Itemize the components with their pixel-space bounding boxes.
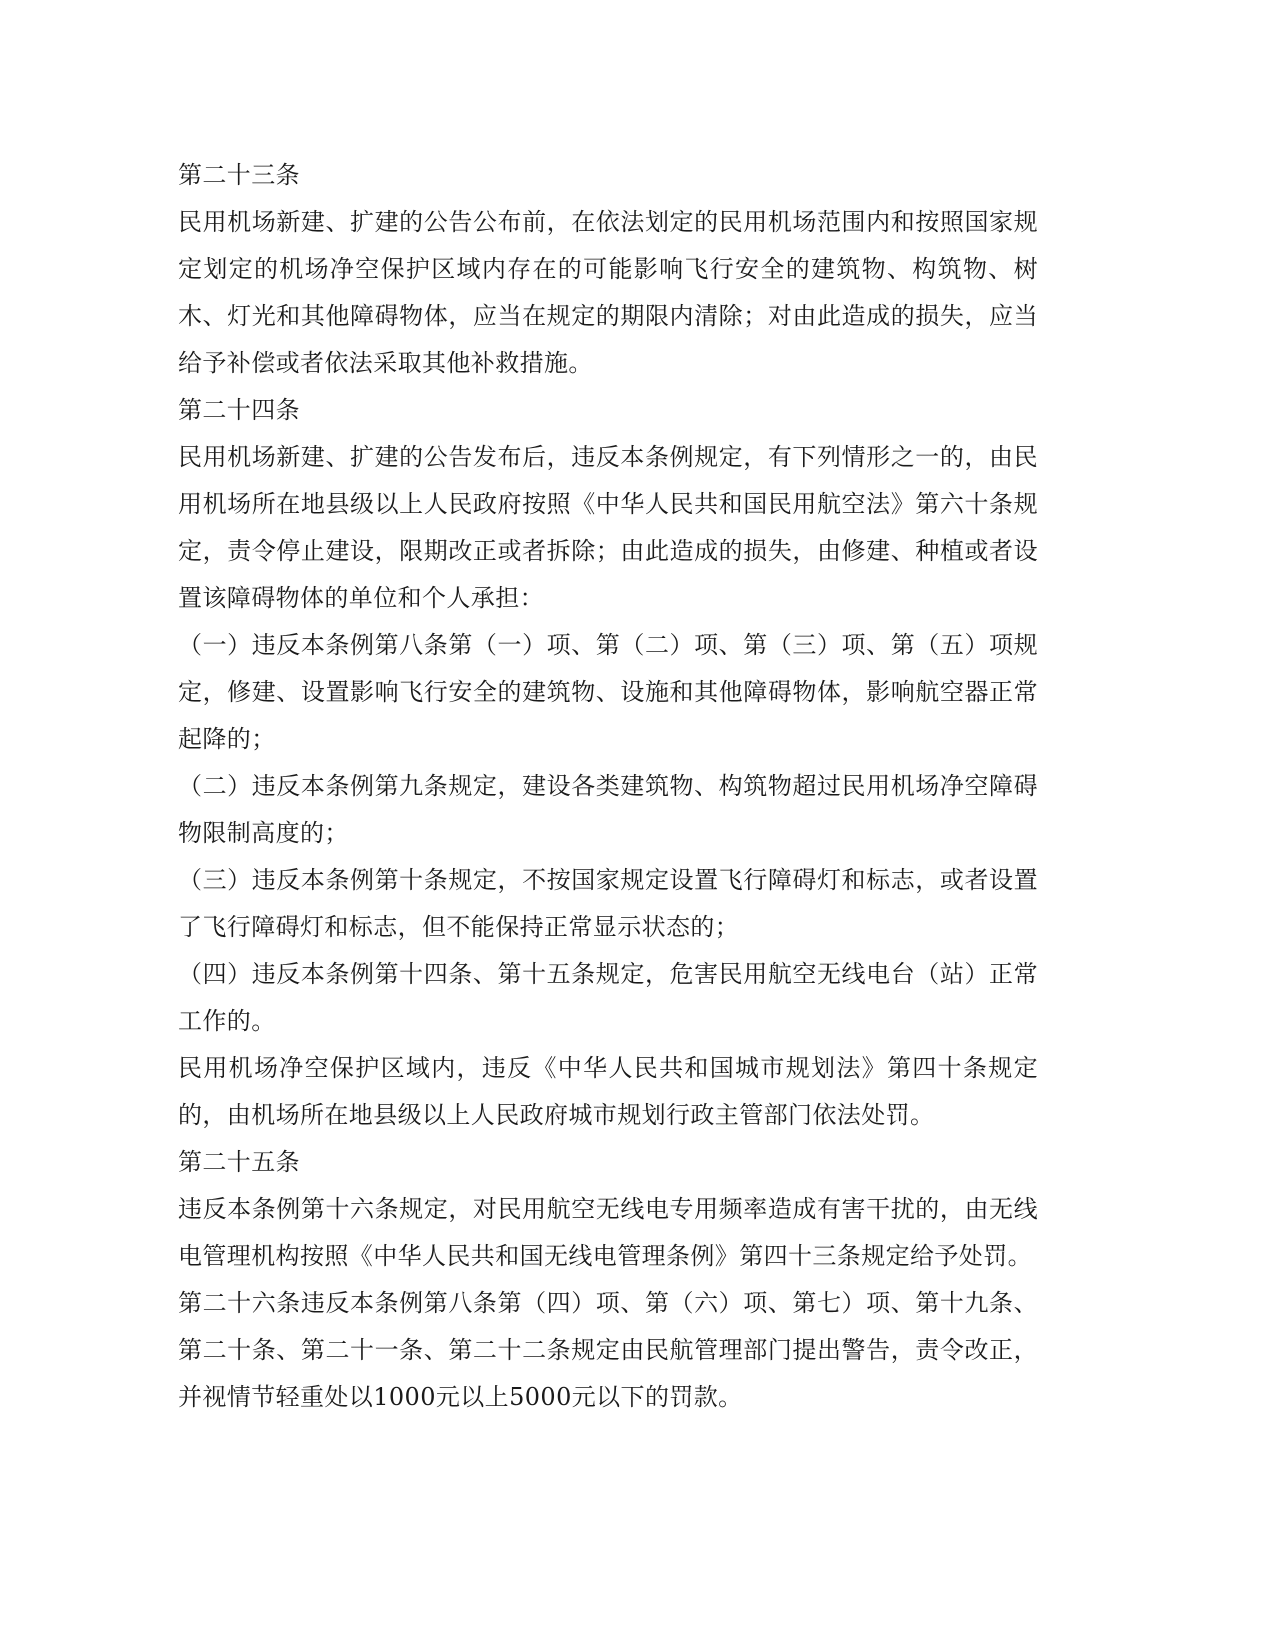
article-paragraph: 民用机场新建、扩建的公告发布后，违反本条例规定，有下列情形之一的，由民用机场所在地县级以上人民政府按照《中华人民共和国民用航空法》第六十条规定，责令停止建设，限期改正或者拆除；由此造成的损失，由修建、种植或者设置该障碍物体的单位和个人承担： bbox=[178, 443, 1038, 612]
list-item: （一）违反本条例第八条第（一）项、第（二）项、第（三）项、第（五）项规定，修建、设置影响飞行安全的建筑物、设施和其他障碍物体，影响航空器正常起降的； bbox=[178, 631, 1038, 753]
article-paragraph: 违反本条例第十六条规定，对民用航空无线电专用频率造成有害干扰的，由无线电管理机构按照《中华人民共和国无线电管理条例》第四十三条规定给予处罚。 bbox=[178, 1195, 1038, 1270]
article-heading: 第二十五条 bbox=[178, 1148, 300, 1176]
article-heading: 第二十三条 bbox=[178, 161, 300, 189]
article-paragraph: 民用机场新建、扩建的公告公布前，在依法划定的民用机场范围内和按照国家规定划定的机场净空保护区域内存在的可能影响飞行安全的建筑物、构筑物、树木、灯光和其他障碍物体，应当在规定的期限内清除；对由此造成的损失，应当给予补偿或者依法采取其他补救措施。 bbox=[178, 208, 1038, 377]
article-paragraph: 民用机场净空保护区域内，违反《中华人民共和国城市规划法》第四十条规定的，由机场所在地县级以上人民政府城市规划行政主管部门依法处罚。 bbox=[178, 1054, 1038, 1129]
list-item: （二）违反本条例第九条规定，建设各类建筑物、构筑物超过民用机场净空障碍物限制高度的； bbox=[178, 772, 1038, 847]
article-heading: 第二十四条 bbox=[178, 396, 300, 424]
list-item: （四）违反本条例第十四条、第十五条规定，危害民用航空无线电台（站）正常工作的。 bbox=[178, 960, 1038, 1035]
article-paragraph: 第二十六条违反本条例第八条第（四）项、第（六）项、第七）项、第十九条、第二十条、第二十一条、第二十二条规定由民航管理部门提出警告，责令改正，并视情节轻重处以1000元以上5000元以下的罚款。 bbox=[178, 1289, 1038, 1411]
document-body bbox=[178, 152, 1038, 1421]
list-item: （三）违反本条例第十条规定，不按国家规定设置飞行障碍灯和标志，或者设置了飞行障碍灯和标志，但不能保持正常显示状态的； bbox=[178, 866, 1038, 941]
